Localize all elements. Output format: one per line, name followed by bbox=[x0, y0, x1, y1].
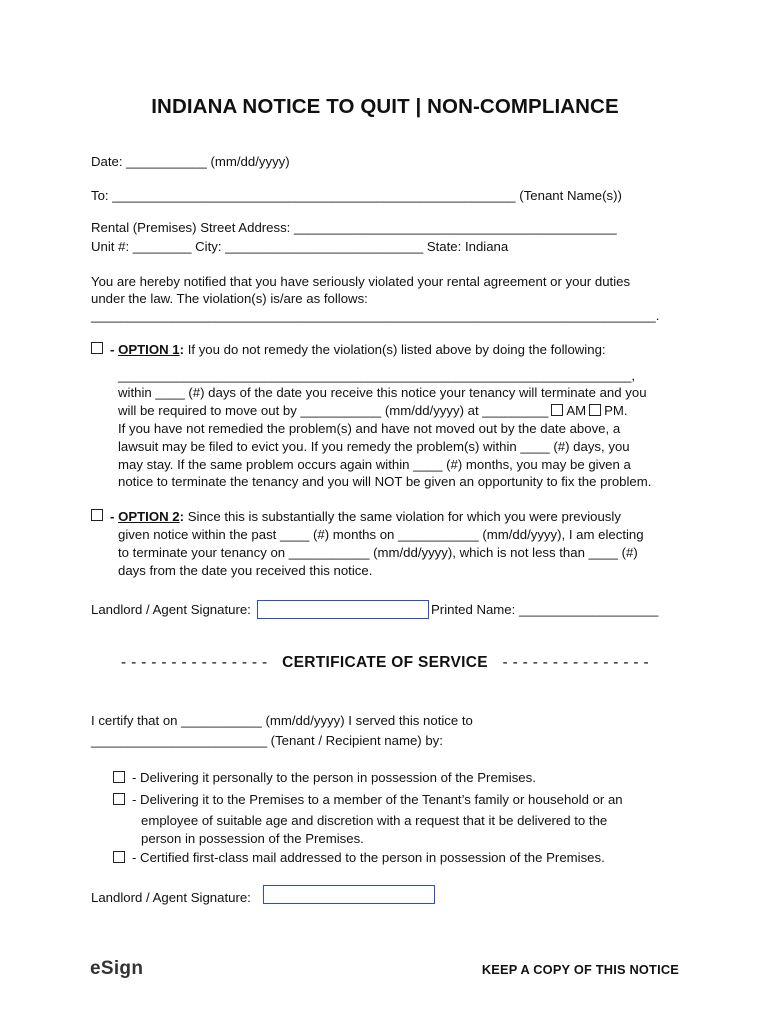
service-method-mail: - Certified first-class mail addressed to the person in possession of the Premises. bbox=[132, 850, 605, 865]
am-label: AM bbox=[566, 403, 587, 418]
pm-checkbox[interactable] bbox=[589, 404, 601, 416]
printed-name-line: Printed Name: ___________________ bbox=[431, 602, 659, 617]
certificate-signature-label: Landlord / Agent Signature: bbox=[91, 890, 251, 905]
option1-line-2 bbox=[118, 402, 628, 420]
option1-text: If you do not remedy the violation(s) listed above by doing the following: bbox=[187, 342, 606, 357]
option2-line-2: to terminate your tenancy on ___________ (mm/dd/yyyy), which is not less than ____ (#) bbox=[118, 545, 638, 560]
tenant-name-line: To: _______________________________________________________ (Tenant Name(s)) bbox=[91, 188, 622, 203]
service-method-personal: - Delivering it personally to the person in possession of the Premises. bbox=[132, 770, 536, 785]
certificate-line-1: I certify that on ___________ (mm/dd/yyyy) I served this notice to bbox=[91, 713, 473, 728]
option1-heading bbox=[110, 341, 606, 359]
option2-line-3: days from the date you received this notice. bbox=[118, 563, 373, 578]
option2-line-1: given notice within the past ____ (#) months on ___________ (mm/dd/yyyy), I am electing bbox=[118, 527, 644, 542]
option1-dash: - bbox=[110, 342, 115, 357]
option2-dash: - bbox=[110, 509, 115, 524]
landlord-signature-label: Landlord / Agent Signature: bbox=[91, 602, 251, 617]
pm-label: PM. bbox=[604, 403, 628, 418]
keep-copy-note: KEEP A COPY OF THIS NOTICE bbox=[481, 962, 679, 977]
option1-line-1: within ____ (#) days of the date you receive this notice your tenancy will terminate and you bbox=[118, 385, 647, 400]
service-method-household-checkbox[interactable] bbox=[113, 793, 125, 805]
option1-label: OPTION 1 bbox=[118, 342, 180, 357]
page-title: INDIANA NOTICE TO QUIT | NON-COMPLIANCE bbox=[151, 95, 619, 118]
certificate-line-2: ________________________ (Tenant / Recipient name) by: bbox=[91, 733, 443, 748]
esign-logo: eSign bbox=[90, 958, 144, 979]
violation-blank-line: _____________________________________________________________________________. bbox=[91, 308, 660, 323]
am-checkbox[interactable] bbox=[551, 404, 563, 416]
option1-line-4: lawsuit may be filed to evict you. If you remedy the problem(s) within ____ (#) days, you bbox=[118, 439, 630, 454]
notice-text-line-1: You are hereby notified that you have seriously violated your rental agreement or your duties bbox=[91, 274, 631, 289]
option2-heading bbox=[110, 508, 621, 526]
option2-text: Since this is substantially the same violation for which you were previously bbox=[187, 509, 621, 524]
certificate-heading bbox=[0, 654, 770, 672]
service-method-household-cont-2: person in possession of the Premises. bbox=[141, 831, 364, 846]
option2-checkbox[interactable] bbox=[91, 509, 103, 521]
option1-colon: : bbox=[179, 342, 185, 357]
certificate-dashes-right: - - - - - - - - - - - - - - - bbox=[502, 654, 649, 671]
certificate-signature-field[interactable] bbox=[263, 885, 435, 904]
service-method-household-cont-1: employee of suitable age and discretion with a request that it be delivered to the bbox=[141, 813, 608, 828]
option1-remedy-blank: ______________________________________________________________________, bbox=[118, 368, 636, 383]
option1-line-5: may stay. If the same problem occurs again within ____ (#) months, you may be given a bbox=[118, 457, 631, 472]
option1-line-6: notice to terminate the tenancy and you will NOT be given an opportunity to fix the problem. bbox=[118, 474, 652, 489]
option2-colon: : bbox=[179, 509, 185, 524]
service-method-personal-checkbox[interactable] bbox=[113, 771, 125, 783]
date-line: Date: ___________ (mm/dd/yyyy) bbox=[91, 154, 290, 169]
unit-city-state-line: Unit #: ________ City: ___________________________ State: Indiana bbox=[91, 239, 509, 254]
certificate-dashes-left: - - - - - - - - - - - - - - - bbox=[121, 654, 268, 671]
option1-checkbox[interactable] bbox=[91, 342, 103, 354]
option1-move-out-text: will be required to move out by ___________ (mm/dd/yyyy) at _________ bbox=[118, 403, 549, 418]
service-method-mail-checkbox[interactable] bbox=[113, 851, 125, 863]
option1-line-3: If you have not remedied the problem(s) and have not moved out by the date above, a bbox=[118, 421, 621, 436]
certificate-title: CERTIFICATE OF SERVICE bbox=[282, 654, 488, 671]
street-address-line: Rental (Premises) Street Address: ____________________________________________ bbox=[91, 220, 617, 235]
notice-text-line-2: under the law. The violation(s) is/are as follows: bbox=[91, 291, 368, 306]
option2-label: OPTION 2 bbox=[118, 509, 180, 524]
landlord-signature-field[interactable] bbox=[257, 600, 429, 619]
service-method-household: - Delivering it to the Premises to a member of the Tenant’s family or household or an bbox=[132, 792, 623, 807]
